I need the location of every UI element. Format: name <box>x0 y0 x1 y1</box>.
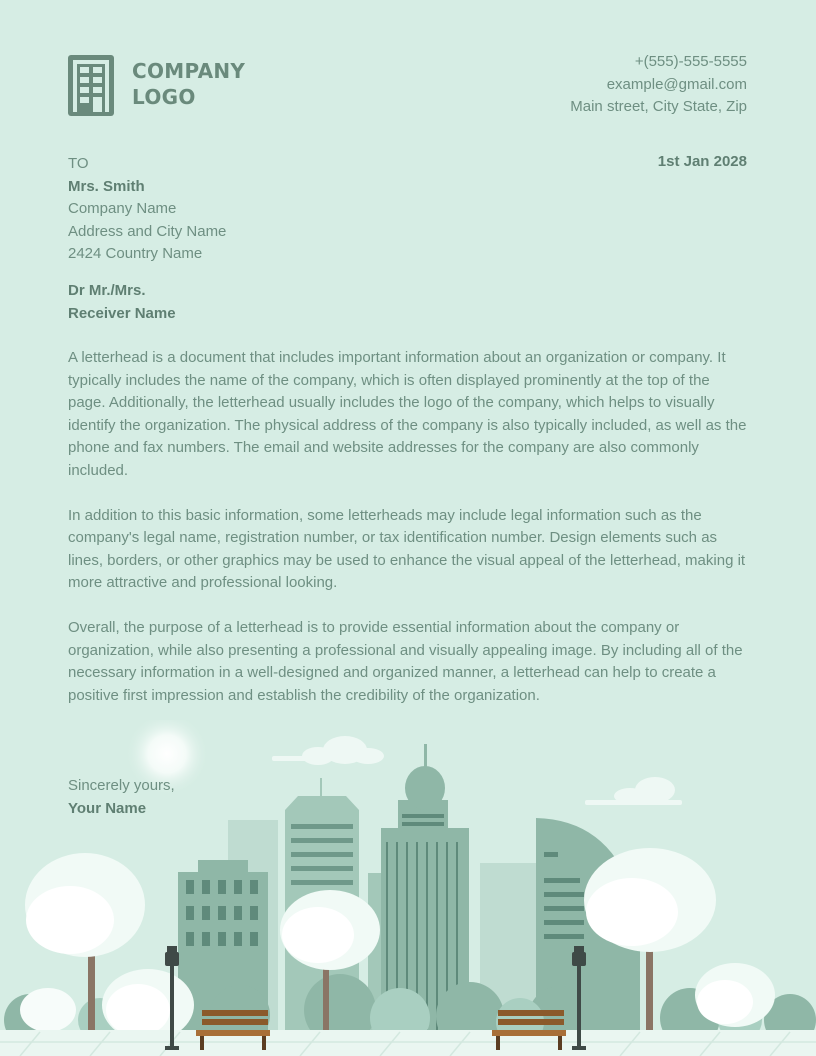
recipient-block <box>68 153 226 266</box>
recipient-company: Company Name <box>68 200 177 217</box>
salutation-line-2: Receiver Name <box>68 304 176 322</box>
body-paragraph-2: In addition to this basic information, some letterheads may include legal information such as the company's legal name, registration number, or tax identification number. Design elements such as lines, borders, or other graphics may be used to enhance the visual appeal of the letterhead, making it more attractive and professional looking. <box>68 506 746 591</box>
body-paragraph-1: A letterhead is a document that includes important information about an organization or company. It typically includes the name of the company, which is often displayed prominently at the top of the page. Additionally, the letterhead usually includes the logo of the company, which helps to visually identify the organization. The physical address of the company is also typically included, as well as the phone and fax numbers. The email and website addresses for the company are also commonly included. <box>68 349 747 479</box>
building-logo-icon <box>68 55 114 116</box>
company-logo-text <box>132 58 245 110</box>
letter-body <box>68 347 748 730</box>
recipient-address: Address and City Name <box>68 222 227 240</box>
sign-off: Sincerely yours, <box>68 777 175 794</box>
recipient-country: 2424 Country Name <box>68 245 203 262</box>
contact-info <box>570 51 747 119</box>
salutation-line-1: Dr Mr./Mrs. <box>68 282 146 299</box>
signer-name: Your Name <box>68 799 147 817</box>
logo-line-1: COMPANY <box>132 59 246 83</box>
cloud-icon <box>272 736 384 765</box>
to-label: TO <box>68 155 89 172</box>
body-paragraph-3: Overall, the purpose of a letterhead is to provide essential information about the company or organization, while also presenting a professional and visually appealing image. By including all of the necessary information in a well-designed and organized manner, a letterhead can help to create a positive first impression and establish the credibility of the organization. <box>68 619 743 704</box>
city-skyline-illustration <box>0 720 816 1056</box>
logo-line-2: LOGO <box>132 85 196 109</box>
closing-block <box>68 775 175 820</box>
recipient-name: Mrs. Smith <box>68 177 145 195</box>
street-address: Main street, City State, Zip <box>570 98 747 115</box>
phone-number: +(555)-555-5555 <box>634 53 747 70</box>
email-address: example@gmail.com <box>606 75 747 93</box>
salutation <box>68 280 176 325</box>
letter-date: 1st Jan 2028 <box>657 153 747 170</box>
